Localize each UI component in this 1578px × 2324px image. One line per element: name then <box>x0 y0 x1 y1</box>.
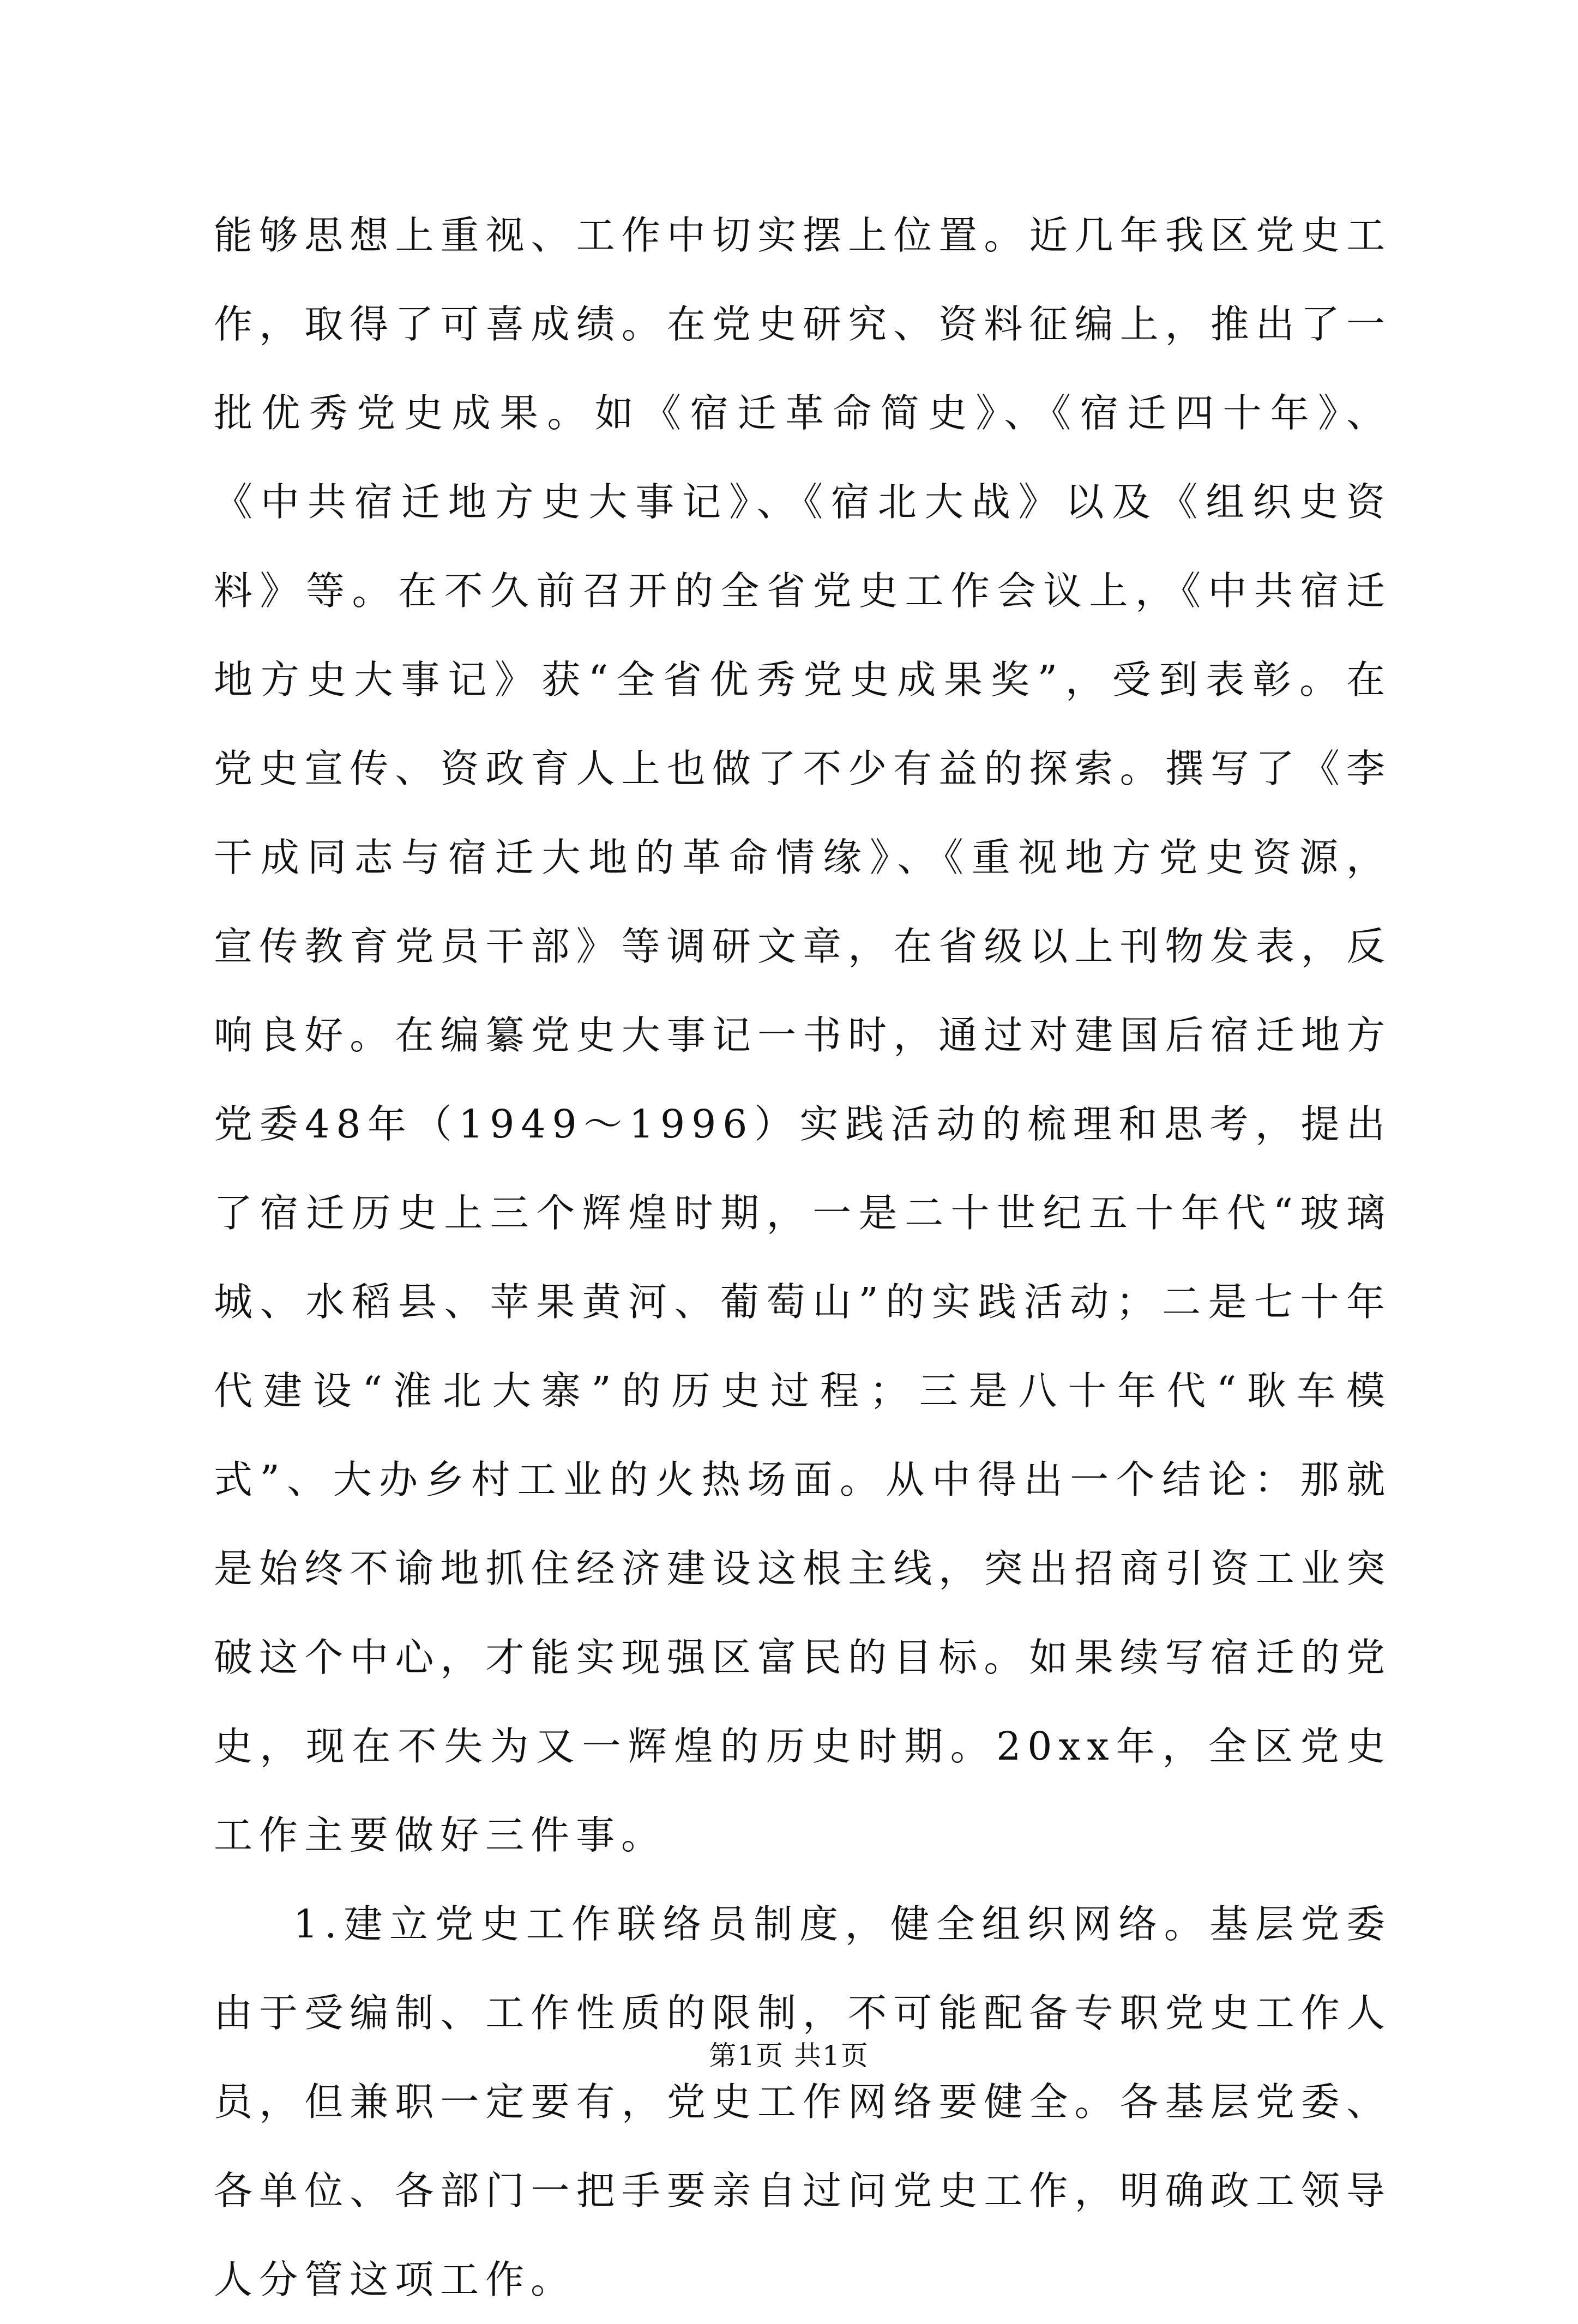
paragraph-party-history-achievements: 能够思想上重视、工作中切实摆上位置。近几年我区党史工作，取得了可喜成绩。在党史研究、资料征编上，推出了一批优秀党史成果。如《宿迁革命简史》、《宿迁四十年》、《中共宿迁地方史大事记》、《宿北大战》以及《组织史资料》等。在不久前召开的全省党史工作会议上，《中共宿迁地方史大事记》获“全省优秀党史成果奖”，受到表彰。在党史宣传、资政育人上也做了不少有益的探索。撰写了《李干成同志与宿迁大地的革命情缘》、《重视地方党史资源，宣传教育党员干部》等调研文章，在省级以上刊物发表，反响良好。在编纂党史大事记一书时，通过对建国后宿迁地方党委48年（1949～1996）实践活动的梳理和思考，提出了宿迁历史上三个辉煌时期，一是二十世纪五十年代“玻璃城、水稻县、苹果黄河、葡萄山”的实践活动；二是七十年代建设“淮北大寨”的历史过程；三是八十年代“耿车模式”、大办乡村工业的火热场面。从中得出一个结论：那就是始终不谕地抓住经济建设这根主线，突出招商引资工业突破这个中心，才能实现强区富民的目标。如果续写宿迁的党史，现在不失为又一辉煌的历史时期。20xx年，全区党史工作主要做好三件事。 <box>214 213 1392 1858</box>
page-footer: 第1页 共1页 <box>709 2040 869 2072</box>
paragraph-liaison-system: 1.建立党史工作联络员制度，健全组织网络。基层党委由于受编制、工作性质的限制，不可能配备专职党史工作人员，但兼职一定要有，党史工作网络要健全。各基层党委、各单位、各部门一把手要亲自过问党史工作，明确政工领导人分管这项工作。 <box>214 1901 1392 2302</box>
document-body <box>214 191 1392 2324</box>
